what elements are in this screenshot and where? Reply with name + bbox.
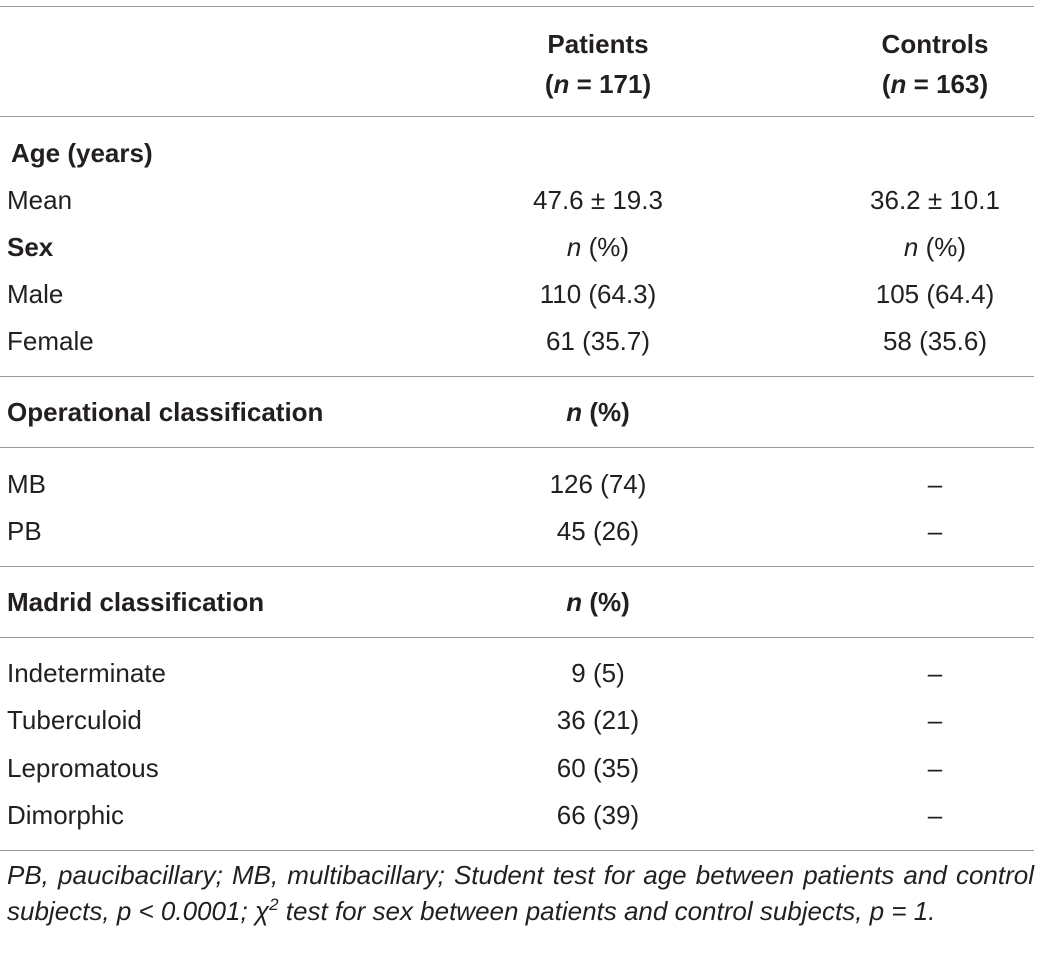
sex-section-header: [0, 224, 1034, 270]
table-row: [0, 650, 1034, 696]
patients-cell: 47.6 ± 19.3: [533, 185, 663, 215]
row-label: Lepromatous: [7, 753, 159, 783]
table-row: [0, 697, 1034, 743]
patients-cell: 45 (26): [556, 516, 640, 546]
controls-cell: –: [927, 800, 943, 830]
controls-cell: –: [927, 469, 943, 499]
controls-cell: 105 (64.4): [875, 279, 995, 309]
table-bottom-rule: [0, 850, 1034, 851]
table-row: [0, 318, 1034, 364]
patients-unit: n (%): [566, 397, 630, 427]
patients-cell: 61 (35.7): [545, 326, 651, 356]
section-rule: [0, 566, 1034, 567]
table-footnote: PB, paucibacillary; MB, multibacillary; Student test for age between patients and control subjects, p < 0.0001; $\chi^2$ test for sex between patients and control subjects, p = 1.: [7, 860, 1034, 926]
patients-cell: 110 (64.3): [539, 279, 657, 309]
row-label: MB: [7, 469, 46, 499]
row-label: Tuberculoid: [7, 705, 142, 735]
controls-header-n: (n = 163): [881, 69, 989, 99]
patients-cell: 126 (74): [549, 469, 647, 499]
age-section-title: Age (years): [11, 138, 153, 168]
patients-cell: 60 (35): [556, 753, 640, 783]
madrid-section-title: Madrid classification: [7, 587, 265, 617]
controls-cell: –: [927, 658, 943, 688]
controls-cell: 36.2 ± 10.1: [870, 185, 1000, 215]
table-row: [0, 745, 1034, 791]
controls-column-header: [785, 24, 1041, 104]
sex-section-title: Sex: [7, 232, 54, 262]
table-row: [0, 461, 1034, 507]
controls-unit: n (%): [903, 232, 967, 262]
operational-section-title: Operational classification: [7, 397, 324, 427]
row-label: Male: [7, 279, 64, 309]
controls-header-title: Controls: [881, 29, 989, 59]
section-rule: [0, 447, 1034, 448]
row-label: Dimorphic: [7, 800, 125, 830]
patients-column-header: [448, 24, 748, 104]
operational-section-header: [0, 389, 1034, 435]
madrid-section-header: [0, 579, 1034, 625]
row-label: Female: [7, 326, 94, 356]
patients-cell: 66 (39): [556, 800, 640, 830]
section-rule: [0, 376, 1034, 377]
row-label: Mean: [7, 185, 73, 215]
patients-unit: n (%): [566, 232, 630, 262]
controls-cell: 58 (35.6): [882, 326, 988, 356]
chi-squared-symbol: $\chi^2$: [254, 895, 279, 926]
row-label: Indeterminate: [7, 658, 166, 688]
table-row: [0, 792, 1034, 838]
table-top-rule: [0, 6, 1034, 7]
header-rule: [0, 116, 1034, 117]
patients-unit: n (%): [566, 587, 630, 617]
table-row: [0, 177, 1034, 223]
table-row: [0, 271, 1034, 317]
age-section-header: [0, 130, 1034, 176]
controls-cell: –: [927, 516, 943, 546]
patients-cell: 9 (5): [571, 658, 625, 688]
patients-header-title: Patients: [547, 29, 649, 59]
table-row: [0, 508, 1034, 554]
section-rule: [0, 637, 1034, 638]
controls-cell: –: [927, 705, 943, 735]
patients-header-n: (n = 171): [544, 69, 652, 99]
controls-cell: –: [927, 753, 943, 783]
row-label: PB: [7, 516, 42, 546]
patients-cell: 36 (21): [556, 705, 640, 735]
